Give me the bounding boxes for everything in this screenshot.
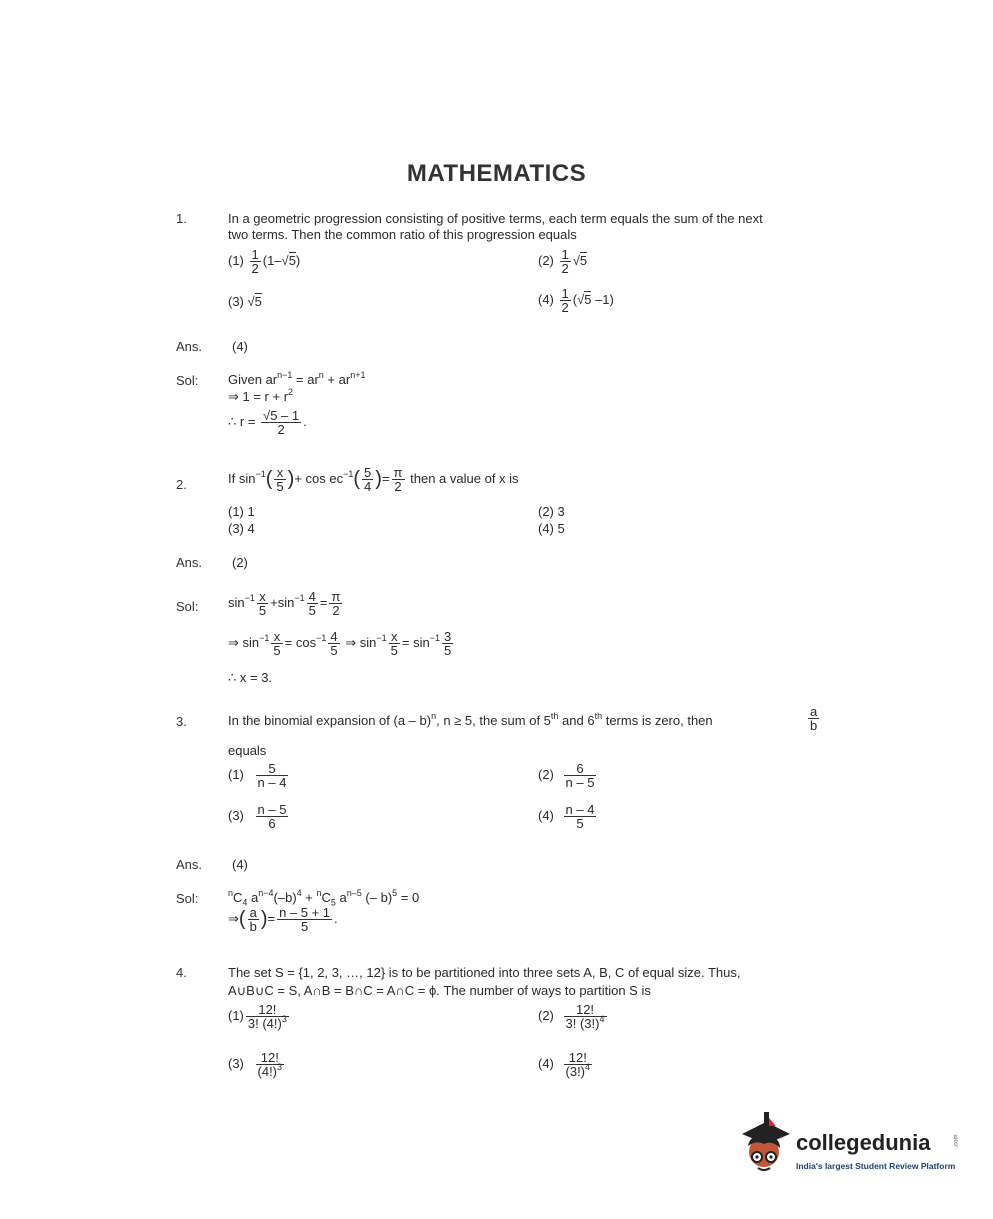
question-4-line-1: The set S = {1, 2, 3, …, 12} is to be partitioned into three sets A, B, C of equal size. Thus, (228, 965, 741, 980)
q1-option-3: (3) √5 (228, 294, 262, 309)
mascot-icon (736, 1110, 796, 1178)
q3-option-2: (2) $\frac{6}{n - 5}$ (538, 761, 595, 790)
question-number-1: 1. (176, 211, 187, 226)
option-label: (2) (538, 252, 554, 268)
question-number-2: 2. (176, 477, 187, 492)
q1-option-2: (2) $\frac{1}{2}$ √5 (538, 247, 588, 276)
sol-label: Sol: (176, 599, 199, 614)
question-number-4: 4. (176, 965, 187, 980)
question-1-line-2: two terms. Then the common ratio of this progression equals (228, 227, 577, 242)
collegedunia-wordmark: collegedunia (796, 1130, 931, 1155)
logo-tagline: India's largest Student Review Platform (796, 1161, 956, 1171)
solution-1-line-3: ∴ r = $\frac{√5 - 1}{2}$ . (228, 408, 307, 437)
sol-label: Sol: (176, 891, 199, 906)
sol-label: Sol: (176, 373, 199, 388)
question-number-3: 3. (176, 714, 187, 729)
collegedunia-mascot-logo (736, 1110, 796, 1178)
question-3-line-1: In the binomial expansion of (a – b)$^n$, n ≥ 5, the sum of 5th and 6th terms is zero, then (228, 711, 713, 728)
answer-1: (4) (232, 339, 248, 354)
q2-option-3: (3) 4 (228, 521, 255, 536)
q4-option-3: (3) $\frac{12!}{(4!)^3}$ (228, 1050, 283, 1079)
q3-option-4: (4) $\frac{n - 4}{5}$ (538, 802, 595, 831)
ans-label: Ans. (176, 555, 203, 570)
q3-ratio-fraction: $\frac{a}{b}$ (810, 704, 818, 733)
ans-label: Ans. (176, 857, 203, 872)
solution-1-line-2: ⇒ $1 = r + r^2$ (228, 387, 294, 404)
q3-option-1: (1) $\frac{5}{n - 4}$ (228, 761, 287, 790)
fraction: $\frac{√5 - 1}{2}$ (263, 408, 300, 437)
solution-2-line-2: ⇒ $\sin^{-1}$ $\frac{x}{5}$ = $\cos^{-1}$ $\frac{4}{5}$ ⇒ $\sin^{-1}$ $\frac{x}{5}$ = $\sin^{-1}$ $\frac{3}{5}$ (228, 629, 452, 658)
solution-3-line-1: $^nC_4$ $a^{n-4}(-b)^4 + ^nC_5$ $a^{n-5}$ (– b)$^5$ = 0 (228, 888, 420, 908)
q3-option-3: (3) $\frac{n - 5}{6}$ (228, 802, 287, 831)
question-2-line-1: If $\sin^{-1}$( $\frac{x}{5}$ )+ $\cos ec^{-1}$( $\frac{5}{4}$ )= $\frac{\pi}{2}$ then a value of x is (228, 465, 519, 494)
option-label: (3) (228, 294, 244, 309)
solution-2-line-1: $\sin^{-1}$ $\frac{x}{5}$ $+\sin^{-1}$ $\frac{4}{5}$ = $\frac{\pi}{2}$ (228, 589, 341, 618)
fraction: $\frac{1}{2}$ (561, 247, 569, 276)
option-label: (1) (228, 252, 244, 268)
q2-option-4: (4) 5 (538, 521, 565, 536)
answer-3: (4) (232, 857, 248, 872)
q2-option-2: (2) 3 (538, 504, 565, 519)
fraction: $\frac{1}{2}$ (251, 247, 259, 276)
answer-2: (2) (232, 555, 248, 570)
question-1-line-1: In a geometric progression consisting of positive terms, each term equals the sum of the next (228, 211, 763, 226)
page-title: MATHEMATICS (406, 160, 587, 187)
ans-label: Ans. (176, 339, 203, 354)
solution-3-line-2: ⇒( $\frac{a}{b}$ )= $\frac{n - 5 + 1}{5}$ . (228, 905, 338, 934)
option-label: (4) (538, 291, 554, 307)
logo-dotcom: .com (953, 1134, 960, 1148)
q4-option-1: (1) $\frac{12!}{3! (4!)^3}$ (228, 1002, 287, 1031)
solution-1-line-1: Given $ar^{n-1} = ar^n + ar^{n+1}$ (228, 370, 366, 387)
q1-option-4: (4) $\frac{1}{2}$ (√5 –1) (538, 286, 614, 315)
q4-option-2: (2) $\frac{12!}{3! (3!)^4}$ (538, 1002, 605, 1031)
q4-option-4: (4) $\frac{12!}{(3!)^4}$ (538, 1050, 591, 1079)
solution-2-line-3: ∴ x = 3. (228, 670, 273, 685)
question-3-line-2: equals (228, 743, 267, 758)
q2-option-1: (1) 1 (228, 504, 255, 519)
fraction: $\frac{1}{2}$ (561, 286, 569, 315)
question-4-line-2: A∪B∪C = S, A∩B = B∩C = A∩C = ϕ. The number of ways to partition S is (228, 983, 651, 998)
q1-option-1: (1) $\frac{1}{2}$ (1–√5) (228, 247, 301, 276)
